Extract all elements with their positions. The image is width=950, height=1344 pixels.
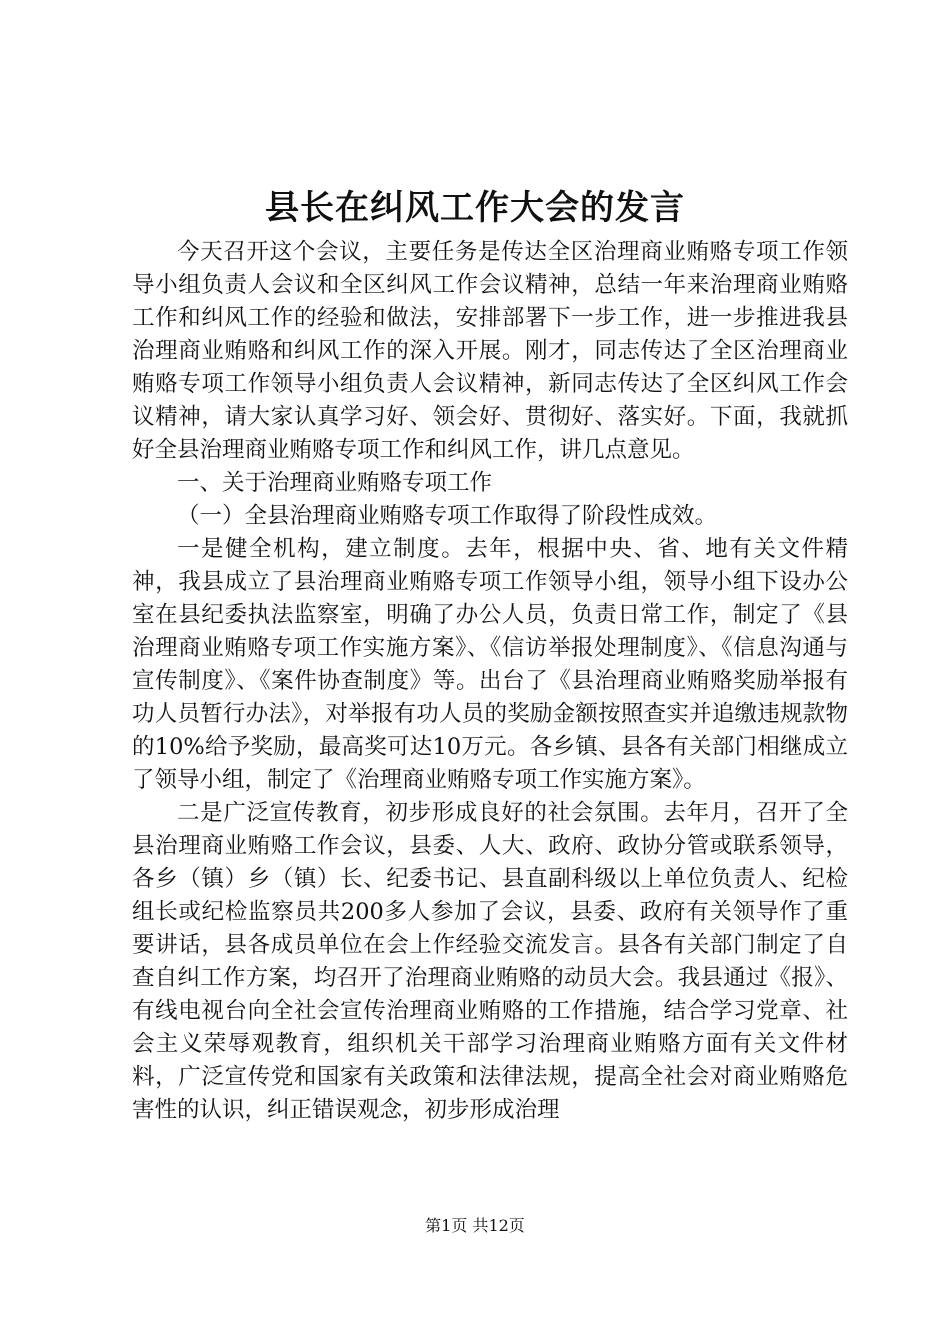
- paragraph-intro: 今天召开这个会议，主要任务是传达全区治理商业贿赂专项工作领导小组负责人会议和全区纠风工作会议精神，总结一年来治理商业贿赂工作和纠风工作的经验和做法，安排部署下一步工作，进一步推进我县治理商业贿赂和纠风工作的深入开展。刚才，同志传达了全区治理商业贿赂专项工作领导小组负责人会议精神，新同志传达了全区纠风工作会议精神，请大家认真学习好、领会好、贯彻好、落实好。下面，我就抓好全县治理商业贿赂专项工作和纠风工作，讲几点意见。: [132, 239, 848, 463]
- document-body: [132, 236, 848, 1127]
- section-heading: 一、关于治理商业贿赂专项工作: [177, 470, 493, 496]
- document-title: 县长在纠风工作大会的发言: [265, 188, 685, 228]
- paragraph-institutions: 一是健全机构，建立制度。去年，根据中央、省、地有关文件精神，我县成立了县治理商业贿赂专项工作领导小组，领导小组下设办公室在县纪委执法监察室，明确了办公人员，负责日常工作，制定了《县治理商业贿赂专项工作实施方案》、《信访举报处理制度》、《信息沟通与宣传制度》、《案件协查制度》等。出台了《县治理商业贿赂奖励举报有功人员暂行办法》，对举报有功人员的奖励金额按照查实并追缴违规款物的10%给予奖励，最高奖可达10万元。各乡镇、县各有关部门相继成立了领导小组，制定了《治理商业贿赂专项工作实施方案》。: [132, 536, 848, 793]
- page-footer: 第1页 共12页: [425, 1216, 525, 1235]
- paragraph-publicity: 二是广泛宣传教育，初步形成良好的社会氛围。去年月，召开了全县治理商业贿赂工作会议，县委、人大、政府、政协分管或联系领导，各乡（镇）乡（镇）长、纪委书记、县直副科级以上单位负责人、纪检组长或纪检监察员共200多人参加了会议，县委、政府有关领导作了重要讲话，县各成员单位在会上作经验交流发言。县各有关部门制定了自查自纠工作方案，均召开了治理商业贿赂的动员大会。我县通过《报》、有线电视台向全社会宣传治理商业贿赂的工作措施，结合学习党章、社会主义荣辱观教育，组织机关干部学习治理商业贿赂方面有关文件材料，广泛宣传党和国家有关政策和法律法规，提高全社会对商业贿赂危害性的认识，纠正错误观念，初步形成治理: [132, 800, 848, 1123]
- subsection-heading: （一）全县治理商业贿赂专项工作取得了阶段性成效。: [177, 503, 718, 529]
